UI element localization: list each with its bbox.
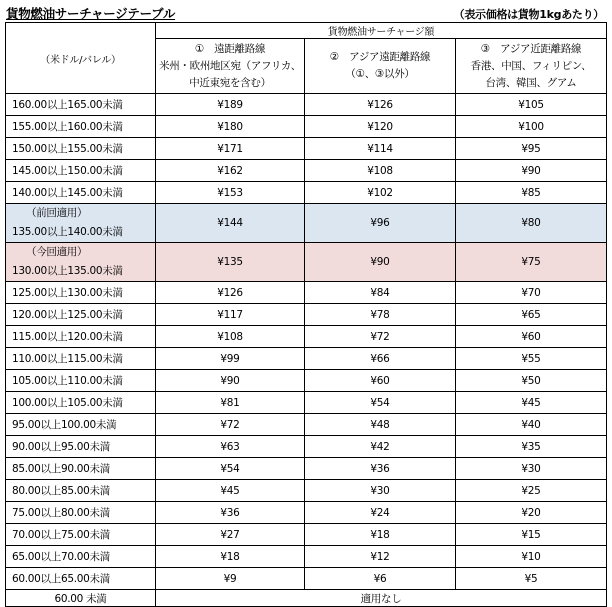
- long-haul-value: ¥171: [156, 138, 305, 160]
- long-haul-value: ¥36: [156, 502, 305, 524]
- table-row: [6, 568, 607, 590]
- price-range-cell: 75.00以上80.00未満: [6, 502, 156, 524]
- asia-long-value: ¥96: [305, 204, 456, 243]
- asia-short-value: ¥5: [456, 568, 607, 590]
- surcharge-table: [5, 22, 607, 607]
- price-range-cell: 80.00以上85.00未満: [6, 480, 156, 502]
- price-note: （表示価格は貨物1kgあたり）: [453, 8, 604, 21]
- asia-long-value: ¥84: [305, 282, 456, 304]
- price-range-cell: 65.00以上70.00未満: [6, 546, 156, 568]
- asia-long-value: ¥90: [305, 243, 456, 282]
- price-range-cell: 155.00以上160.00未満: [6, 116, 156, 138]
- price-range-cell: 60.00 未満: [6, 590, 156, 607]
- long-haul-value: ¥126: [156, 282, 305, 304]
- price-range-cell: 120.00以上125.00未満: [6, 304, 156, 326]
- table-row: [6, 370, 607, 392]
- table-row: [6, 436, 607, 458]
- price-range-cell: [6, 204, 156, 243]
- long-haul-value: ¥81: [156, 392, 305, 414]
- price-range-cell: 105.00以上110.00未満: [6, 370, 156, 392]
- table-row: [6, 480, 607, 502]
- asia-long-value: ¥30: [305, 480, 456, 502]
- asia-short-value: ¥60: [456, 326, 607, 348]
- table-row: [6, 243, 607, 282]
- asia-short-value: ¥25: [456, 480, 607, 502]
- asia-short-value: ¥105: [456, 94, 607, 116]
- asia-short-value: ¥75: [456, 243, 607, 282]
- unit-header: （米ドル/バレル）: [6, 23, 156, 94]
- price-range-text: 130.00以上135.00未満: [12, 265, 123, 277]
- asia-long-value: ¥120: [305, 116, 456, 138]
- long-haul-value: ¥54: [156, 458, 305, 480]
- asia-long-value: ¥66: [305, 348, 456, 370]
- route-header-line: （①、③以外）: [345, 68, 415, 80]
- asia-short-value: ¥10: [456, 546, 607, 568]
- applied-period-label: （今回適用）: [26, 246, 88, 258]
- table-row: [6, 182, 607, 204]
- asia-long-value: ¥36: [305, 458, 456, 480]
- asia-short-value: ¥45: [456, 392, 607, 414]
- asia-short-value: ¥80: [456, 204, 607, 243]
- long-haul-value: ¥45: [156, 480, 305, 502]
- long-haul-value: ¥117: [156, 304, 305, 326]
- table-row: [6, 138, 607, 160]
- asia-short-value: ¥20: [456, 502, 607, 524]
- price-range-cell: 60.00以上65.00未満: [6, 568, 156, 590]
- asia-long-value: ¥6: [305, 568, 456, 590]
- price-range-cell: 125.00以上130.00未満: [6, 282, 156, 304]
- long-haul-value: ¥9: [156, 568, 305, 590]
- route-header-line: ③ アジア近距離路線: [480, 42, 582, 55]
- price-range-cell: 110.00以上115.00未満: [6, 348, 156, 370]
- table-row: [6, 160, 607, 182]
- asia-short-value: ¥30: [456, 458, 607, 480]
- not-applicable-cell: 適用なし: [156, 590, 607, 607]
- table-row: [6, 414, 607, 436]
- long-haul-value: ¥189: [156, 94, 305, 116]
- asia-short-value: ¥15: [456, 524, 607, 546]
- asia-long-value: ¥102: [305, 182, 456, 204]
- asia-long-value: ¥78: [305, 304, 456, 326]
- price-range-cell: 140.00以上145.00未満: [6, 182, 156, 204]
- asia-short-value: ¥70: [456, 282, 607, 304]
- route-header-line: ① 遠距離路線: [194, 42, 266, 55]
- price-range-cell: 160.00以上165.00未満: [6, 94, 156, 116]
- asia-short-value: ¥40: [456, 414, 607, 436]
- table-row: [6, 546, 607, 568]
- long-haul-value: ¥162: [156, 160, 305, 182]
- asia-short-value: ¥100: [456, 116, 607, 138]
- asia-short-value: ¥50: [456, 370, 607, 392]
- page-title: 貨物燃油サーチャージテーブル: [6, 6, 176, 21]
- surcharge-group-header: 貨物燃油サーチャージ額: [156, 23, 607, 39]
- table-row: [6, 502, 607, 524]
- asia-long-value: ¥24: [305, 502, 456, 524]
- long-haul-value: ¥99: [156, 348, 305, 370]
- price-range-cell: 90.00以上95.00未満: [6, 436, 156, 458]
- table-row: [6, 326, 607, 348]
- price-range-cell: 115.00以上120.00未満: [6, 326, 156, 348]
- table-row: [6, 524, 607, 546]
- asia-short-value: ¥55: [456, 348, 607, 370]
- long-haul-value: ¥27: [156, 524, 305, 546]
- asia-short-value: ¥95: [456, 138, 607, 160]
- table-row: [6, 204, 607, 243]
- long-haul-value: ¥108: [156, 326, 305, 348]
- table-row: [6, 116, 607, 138]
- asia-long-value: ¥48: [305, 414, 456, 436]
- asia-long-value: ¥54: [305, 392, 456, 414]
- asia-long-value: ¥18: [305, 524, 456, 546]
- asia-long-value: ¥12: [305, 546, 456, 568]
- asia-long-value: ¥42: [305, 436, 456, 458]
- price-range-cell: 70.00以上75.00未満: [6, 524, 156, 546]
- long-haul-value: ¥90: [156, 370, 305, 392]
- asia-long-value: ¥108: [305, 160, 456, 182]
- header-row-group: [6, 23, 607, 39]
- long-haul-value: ¥63: [156, 436, 305, 458]
- price-range-cell: 85.00以上90.00未満: [6, 458, 156, 480]
- route-header-line: 台湾、韓国、グアム: [485, 76, 577, 89]
- table-row: [6, 94, 607, 116]
- route-header-line: ② アジア遠距離路線: [329, 51, 431, 63]
- applied-period-label: （前回適用）: [26, 207, 88, 219]
- table-row: [6, 304, 607, 326]
- price-range-cell: 100.00以上105.00未満: [6, 392, 156, 414]
- asia-long-value: ¥72: [305, 326, 456, 348]
- asia-long-value: ¥126: [305, 94, 456, 116]
- route-header-asia-short: [456, 39, 607, 94]
- asia-long-value: ¥114: [305, 138, 456, 160]
- route-header-long-haul: [156, 39, 305, 94]
- price-range-cell: [6, 243, 156, 282]
- long-haul-value: ¥135: [156, 243, 305, 282]
- long-haul-value: ¥72: [156, 414, 305, 436]
- route-header-line: 中近東宛を含む）: [189, 76, 271, 89]
- table-row: [6, 458, 607, 480]
- price-range-cell: 145.00以上150.00未満: [6, 160, 156, 182]
- price-range-text: 135.00以上140.00未満: [12, 226, 123, 238]
- long-haul-value: ¥18: [156, 546, 305, 568]
- long-haul-value: ¥180: [156, 116, 305, 138]
- asia-short-value: ¥65: [456, 304, 607, 326]
- route-header-line: 米州・欧州地区宛（アフリカ、: [159, 59, 301, 72]
- asia-short-value: ¥85: [456, 182, 607, 204]
- asia-short-value: ¥90: [456, 160, 607, 182]
- table-row-below-threshold: [6, 590, 607, 607]
- price-range-cell: 150.00以上155.00未満: [6, 138, 156, 160]
- price-range-cell: 95.00以上100.00未満: [6, 414, 156, 436]
- long-haul-value: ¥153: [156, 182, 305, 204]
- table-row: [6, 392, 607, 414]
- table-row: [6, 282, 607, 304]
- long-haul-value: ¥144: [156, 204, 305, 243]
- route-header-line: 香港、中国、フィリピン、: [470, 59, 592, 72]
- route-header-asia-long: [305, 39, 456, 94]
- asia-short-value: ¥35: [456, 436, 607, 458]
- table-row: [6, 348, 607, 370]
- header-bar: [0, 0, 612, 22]
- asia-long-value: ¥60: [305, 370, 456, 392]
